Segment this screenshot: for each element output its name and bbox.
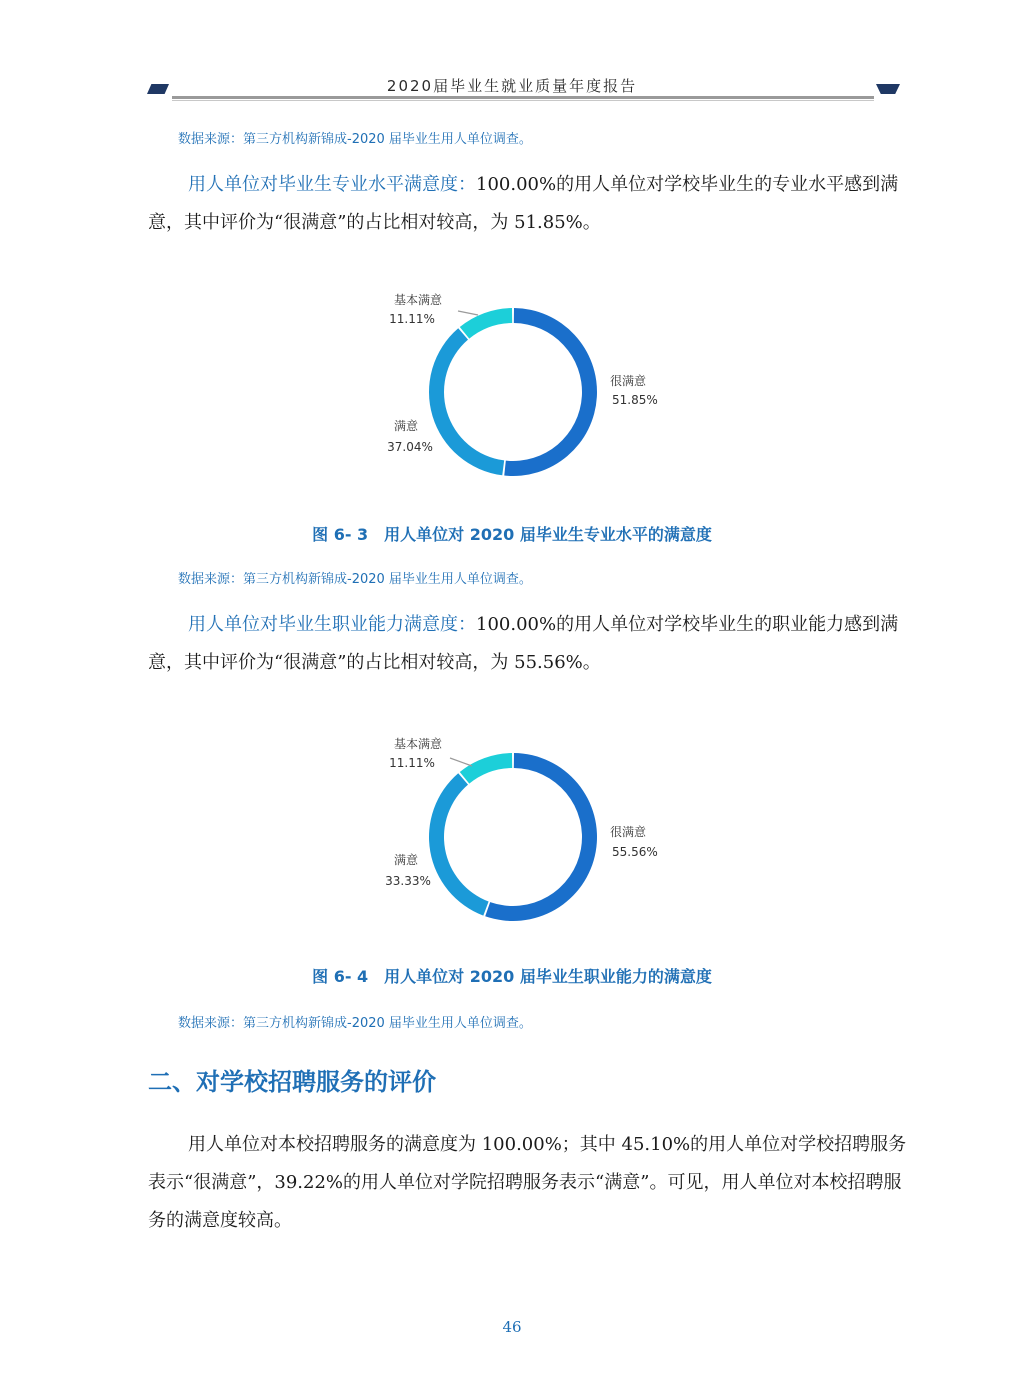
leader-line [458, 311, 478, 315]
paragraph-text: 100.00%的用人单位对学校毕业生的专业水平感到满意，其中评价为“很满意”的占比相对较高，为 51.85%。 [148, 174, 899, 233]
donut-slice-very-satisfied [504, 308, 597, 476]
header-rule-thin [172, 100, 874, 101]
section-heading: 二、对学校招聘服务的评价 [148, 1068, 436, 1096]
data-source-note: 数据来源：第三方机构新锦成-2020 届毕业生用人单位调查。 [178, 1016, 532, 1031]
chart2-slices [429, 753, 597, 921]
chart1-leaders [458, 311, 478, 315]
chart1-label-very-value: 51.85% [612, 393, 658, 407]
chart2-label-satisfied-name: 满意 [393, 853, 419, 867]
chart2-label-very-value: 55.56% [612, 845, 658, 859]
paragraph-lead: 用人单位对毕业生专业水平满意度： [188, 174, 476, 195]
donut-slice-satisfied [429, 773, 489, 915]
chart1-label-very-name: 很满意 [610, 374, 647, 388]
leader-line [450, 758, 472, 766]
paragraph-career-ability [148, 606, 908, 682]
figure-caption-6-4: 图 6- 4 用人单位对 2020 届毕业生职业能力的满意度 [312, 967, 712, 986]
figure-caption-6-3: 图 6- 3 用人单位对 2020 届毕业生专业水平的满意度 [312, 525, 712, 544]
donut-chart-professional-level [360, 285, 680, 485]
donut-slice-very-satisfied [485, 753, 597, 921]
donut-chart-career-ability [360, 730, 680, 930]
chart2-label-satisfied-value: 33.33% [385, 874, 431, 888]
chart1-label-basic-value: 11.11% [389, 312, 435, 326]
paragraph-professional-level [148, 166, 908, 242]
data-source-note: 数据来源：第三方机构新锦成-2020 届毕业生用人单位调查。 [178, 132, 532, 147]
chart1-label-satisfied-name: 满意 [393, 419, 419, 433]
chart2-leaders [450, 758, 472, 766]
paragraph-recruitment-service: 用人单位对本校招聘服务的满意度为 100.00%；其中 45.10%的用人单位对学校招聘服务表示“很满意”，39.22%的用人单位对学院招聘服务表示“满意”。可见，用人单位对本校招聘服务的满意度较高。 [148, 1134, 907, 1231]
donut-slice-basic-satisfied [460, 753, 512, 784]
page-number: 46 [502, 1318, 522, 1336]
paragraph-text: 100.00%的用人单位对学校毕业生的职业能力感到满意，其中评价为“很满意”的占比相对较高，为 55.56%。 [148, 614, 899, 673]
paragraph-lead: 用人单位对毕业生职业能力满意度： [188, 614, 476, 635]
header-title: 2020届毕业生就业质量年度报告 [386, 77, 638, 95]
donut-slice-satisfied [429, 328, 504, 475]
header-rule [172, 96, 874, 99]
chart1-label-satisfied-value: 37.04% [387, 440, 433, 454]
data-source-note: 数据来源：第三方机构新锦成-2020 届毕业生用人单位调查。 [178, 572, 532, 587]
chart1-slices [429, 308, 597, 476]
chart2-label-basic-name: 基本满意 [393, 737, 443, 751]
chart1-label-basic-name: 基本满意 [393, 293, 443, 307]
chart2-label-very-name: 很满意 [610, 825, 647, 839]
chart2-label-basic-value: 11.11% [389, 756, 435, 770]
